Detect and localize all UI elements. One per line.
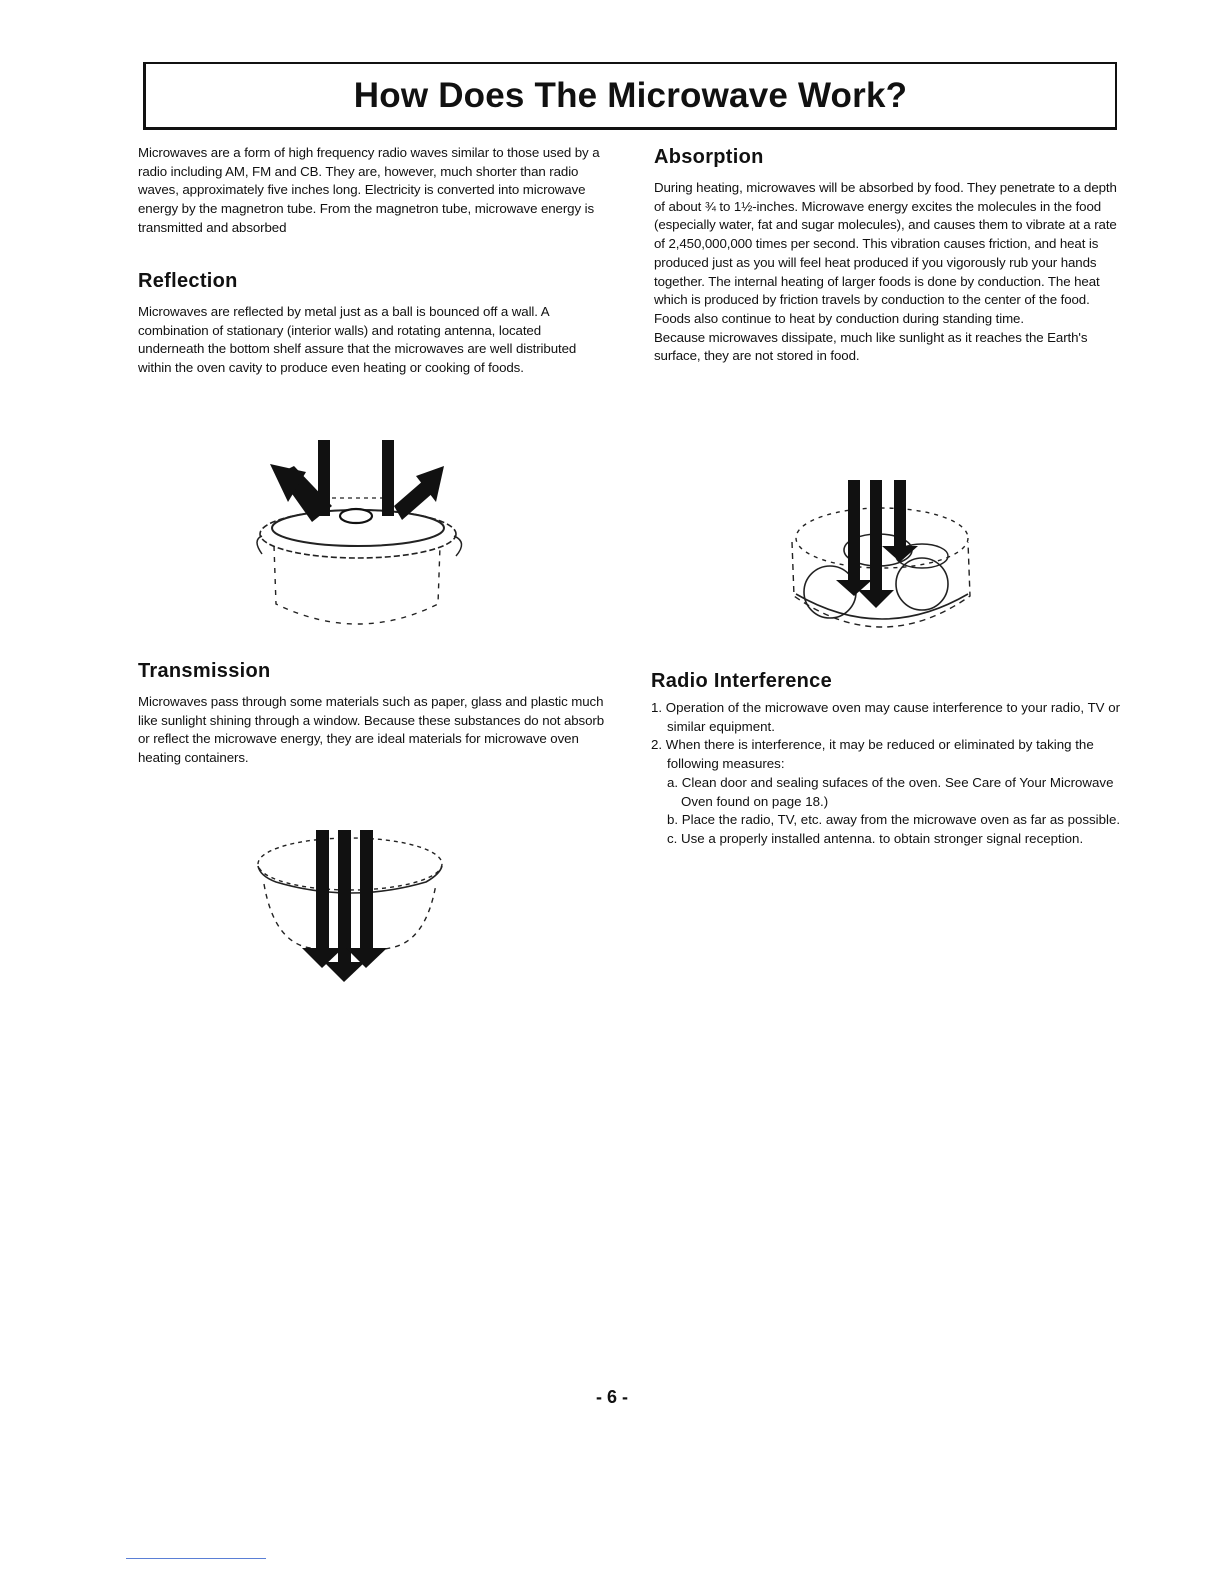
absorption-heading: Absorption [654,146,764,168]
list-item: 1. Operation of the microwave oven may cause interference to your radio, TV or similar equipment. [651,700,1121,734]
intro-text: Microwaves are a form of high frequency radio waves similar to those used by a radio including AM, FM and CB. They are, however, much shorter than radio waves, approximately five inches long. Electricity is converted into microwave energy by the magnetron tube. From the magnetron tube, microwave energy is transmitted and absorbed [138,145,600,235]
intro-section [138,144,608,238]
reflection-heading: Reflection [138,270,238,292]
bowl-with-absorbed-arrows-icon [782,476,982,646]
absorption-text: During heating, microwaves will be absorbed by food. They penetrate to a depth of about ¾ to 1½-inches. Microwave energy excites the molecules in the food (especially water, fat and sugar molecules), and causes them to vibrate at a rate of 2,450,000,000 times per second. This vibration causes friction, and heat is produced just as you will feel heat produced if you vigorously rub your hands together. The internal heating of larger foods is done by conduction. The heat which is produced by friction travels by conduction to the center of the food. Foods also continue to heat by conduction during standing time. [654,180,1117,326]
list-item: a. Clean door and sealing sufaces of the oven. See Care of Your Microwave Oven found on page 18.) [667,774,1114,809]
transmission-section [138,660,608,768]
radio-interference-heading: Radio Interference [651,670,833,692]
reflection-text: Microwaves are reflected by metal just as a ball is bounced off a wall. A combination of stationary (interior walls) and rotating antenna, located underneath the bottom shelf assure that the microwaves are well distributed within the oven cavity to produce even heating or cooking of foods. [138,304,577,376]
radio-interference-section [651,670,1123,849]
dish-with-passing-arrows-icon [250,824,450,994]
absorption-text-2: Because microwaves dissipate, much like sunlight as it reaches the Earth's surface, they are not stored in food. [654,329,1088,364]
footer-divider [126,1558,266,1559]
page-number: - 6 - [595,1387,628,1407]
transmission-heading: Transmission [138,660,271,682]
title-box [143,62,1117,130]
list-item: c. Use a properly installed antenna. to obtain stronger signal reception. [667,830,1084,846]
page-title: How Does The Microwave Work? [353,75,908,115]
radio-interference-sublist [651,774,1123,849]
radio-interference-list [651,699,1123,774]
absorption-section [654,146,1122,366]
list-item: 2. When there is interference, it may be reduced or eliminated by taking the following measures: [651,737,1094,772]
transmission-text: Microwaves pass through some materials such as paper, glass and plastic much like sunlight shining through a window. Because these substances do not absorb or reflect the microwave energy, they are ideal materials for microwave oven heating containers. [138,694,605,766]
pot-with-reflecting-arrows-icon [248,436,478,641]
reflection-section [138,270,608,378]
list-item: b. Place the radio, TV, etc. away from the microwave oven as far as possible. [667,812,1121,828]
